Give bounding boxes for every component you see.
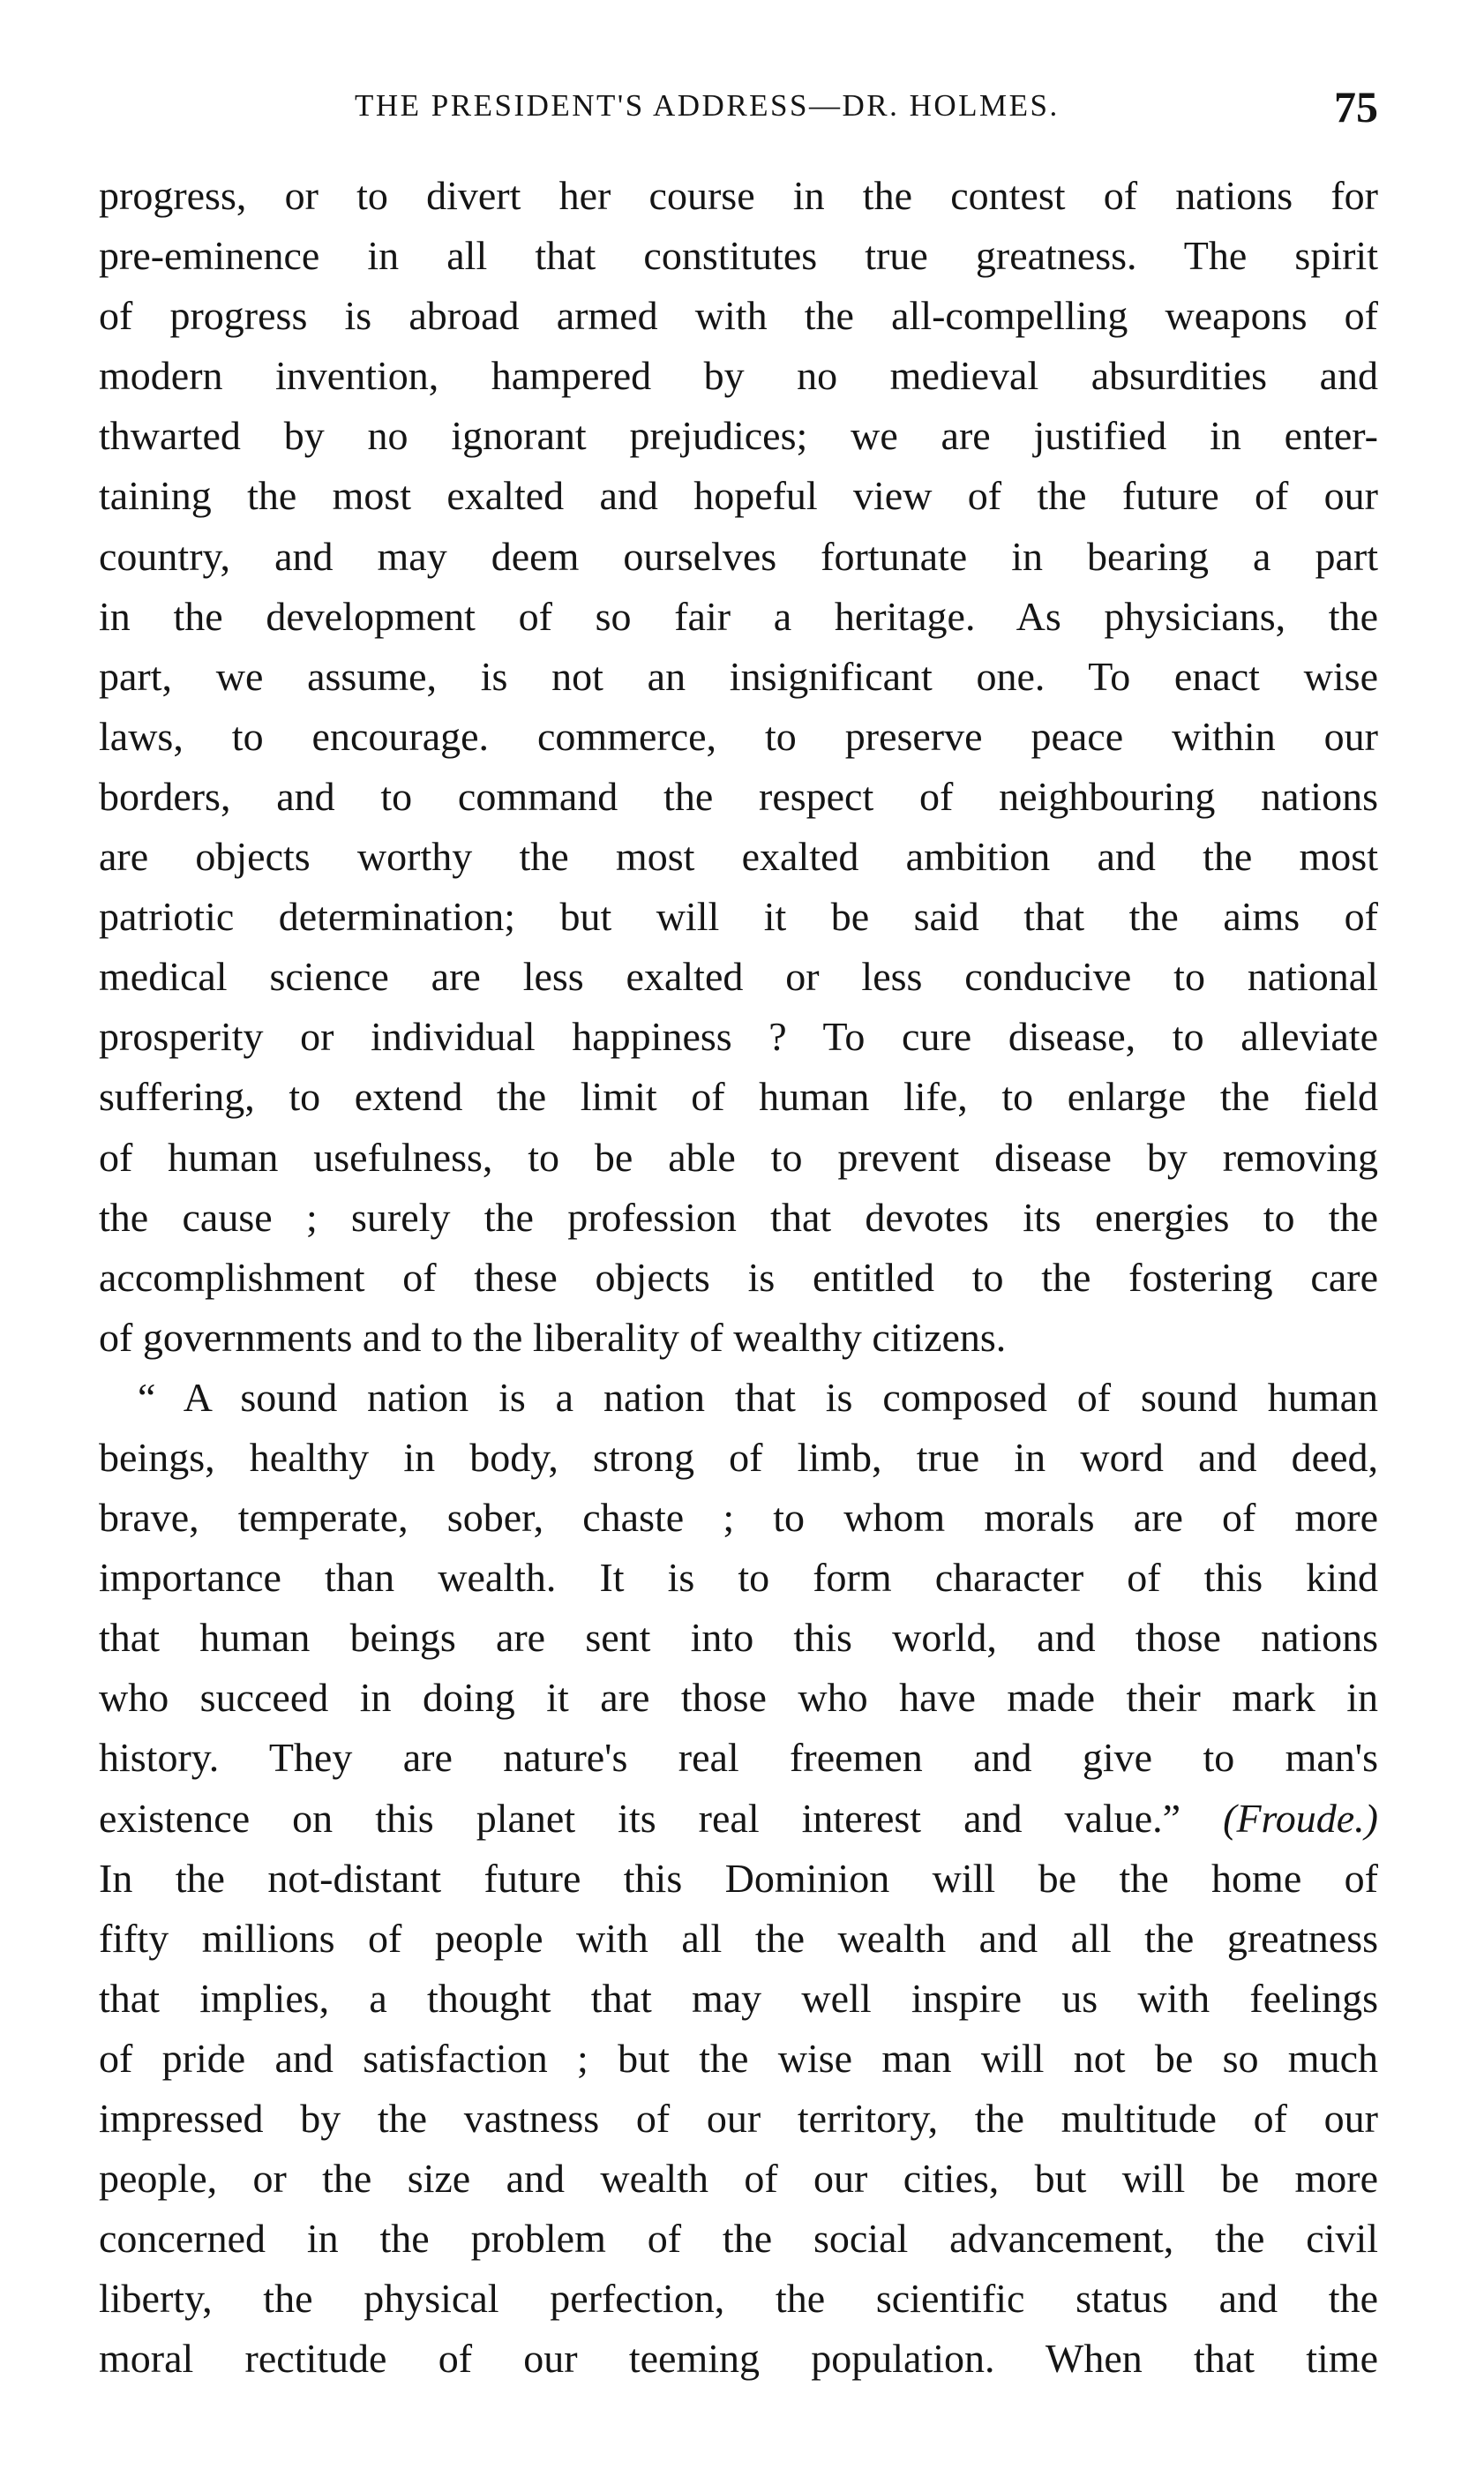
text-line: part, we assume, is not an insignificant one. To enact wise xyxy=(99,653,1378,699)
text-line: that human beings are sent into this world, and those nations xyxy=(99,1615,1378,1661)
text-line: that implies, a thought that may well inspire us with feelings xyxy=(99,1975,1378,2021)
text-line: borders, and to command the respect of neighbouring nations xyxy=(99,773,1378,819)
text-line: concerned in the problem of the social advancement, the civil xyxy=(99,2216,1378,2262)
text-line: who succeed in doing it are those who have made their mark in xyxy=(99,1675,1378,1721)
text-line: prosperity or individual happiness ? To cure disease, to alleviate xyxy=(99,1014,1378,1060)
text-line: of progress is abroad armed with the all-compelling weapons of xyxy=(99,293,1378,339)
text-line: the cause ; surely the profession that devotes its energies to the xyxy=(99,1194,1378,1240)
text-line: of governments and to the liberality of wealthy citizens. xyxy=(99,1314,1007,1360)
text-line: accomplishment of these objects is entitled to the fostering care xyxy=(99,1254,1378,1300)
paragraph-2 xyxy=(99,1368,1378,2390)
body-text xyxy=(99,166,1378,2389)
text-line: taining the most exalted and hopeful view of the future of our xyxy=(99,473,1378,519)
text-line: of human usefulness, to be able to prevent disease by removing xyxy=(99,1134,1378,1180)
text-line: laws, to encourage. commerce, to preserve peace within our xyxy=(99,713,1378,759)
text-line: beings, healthy in body, strong of limb, true in word and deed, xyxy=(99,1434,1378,1480)
citation: (Froude.) xyxy=(1223,1795,1378,1841)
text-line: history. They are nature's real freemen and give to man's xyxy=(99,1735,1378,1781)
quote-end-text: existence on this planet its real interest and value.” xyxy=(99,1795,1181,1841)
text-line: pre-eminence in all that constitutes true greatness. The spirit xyxy=(99,233,1378,279)
text-line: moral rectitude of our teeming population. When that time xyxy=(99,2336,1378,2382)
text-line: progress, or to divert her course in the contest of nations for xyxy=(99,173,1378,218)
text-line: brave, temperate, sober, chaste ; to whom morals are of more xyxy=(99,1495,1378,1541)
text-line: “ A sound nation is a nation that is composed of sound human xyxy=(138,1374,1378,1420)
running-head xyxy=(99,82,1378,138)
text-line: patriotic determination; but will it be said that the aims of xyxy=(99,894,1378,940)
text-line: of pride and satisfaction ; but the wise man will not be so much xyxy=(99,2035,1378,2081)
text-line: fifty millions of people with all the wealth and all the greatness xyxy=(99,1915,1378,1961)
text-line: liberty, the physical perfection, the scientific status and the xyxy=(99,2276,1378,2322)
text-line: impressed by the vastness of our territory, the multitude of our xyxy=(99,2096,1378,2141)
text-line-with-citation xyxy=(99,1789,1378,1849)
text-line: thwarted by no ignorant prejudices; we are justified in enter- xyxy=(99,413,1378,459)
text-line: in the development of so fair a heritage. As physicians, the xyxy=(99,593,1378,639)
paragraph-1 xyxy=(99,166,1378,1368)
text-line: modern invention, hampered by no medieval absurdities and xyxy=(99,353,1378,399)
text-line: people, or the size and wealth of our cities, but will be more xyxy=(99,2156,1378,2202)
page-number: 75 xyxy=(1334,82,1378,131)
running-title: THE PRESIDENT'S ADDRESS—DR. HOLMES. xyxy=(355,88,1060,123)
text-line: importance than wealth. It is to form character of this kind xyxy=(99,1555,1378,1601)
text-line: medical science are less exalted or less conducive to national xyxy=(99,954,1378,1000)
text-line: suffering, to extend the limit of human life, to enlarge the field xyxy=(99,1074,1378,1120)
text-line: are objects worthy the most exalted ambition and the most xyxy=(99,834,1378,880)
text-line: country, and may deem ourselves fortunate in bearing a part xyxy=(99,533,1378,579)
text-line: In the not-distant future this Dominion will be the home of xyxy=(99,1855,1378,1901)
